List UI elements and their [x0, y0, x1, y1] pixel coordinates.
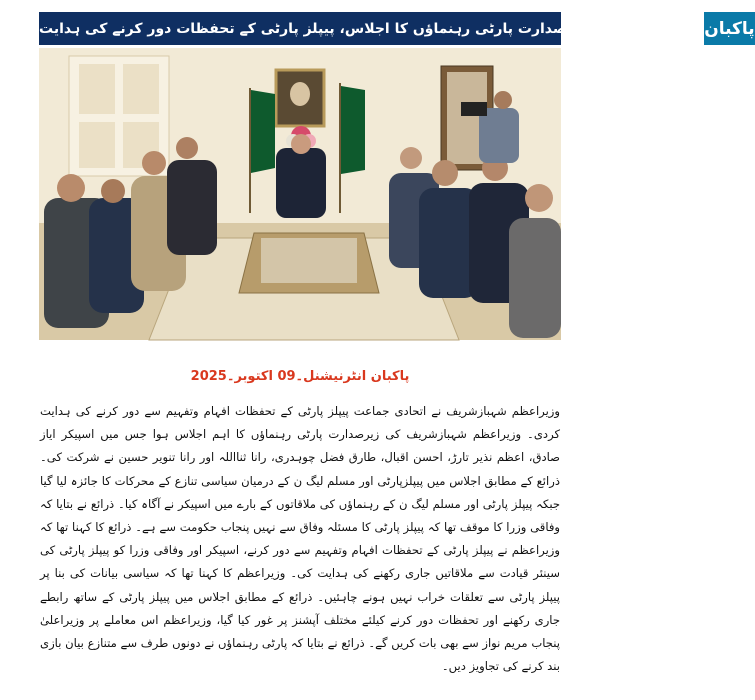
meeting-photo-illustration — [39, 48, 561, 340]
headline-title: وزیراعظم کی زیرصدارت پارٹی رہنماؤں کا اجلاس، پیپلز پارٹی کے تحفظات دور کرنے کی ہدایت — [39, 20, 691, 37]
article-body — [40, 400, 560, 678]
news-photo — [39, 48, 561, 340]
headline-bar — [39, 12, 755, 45]
article-paragraph: وزیراعظم شہبازشریف نے اتحادی جماعت پیپلز پارٹی کے تحفظات افہام وتفہیم سے دور کرنے کی ہدایت کردی۔ وزیراعظم شہبازشریف کی زیرصدارت پارٹی رہنماؤں کا اہم اجلاس ہوا جس میں اسپیکر ایاز صادق، اعظم نذیر تارڑ، احسن اقبال، طارق فضل چوہدری، رانا ثنااللہ اور رانا تنویر حسین نے شرکت کی۔ ذرائع کے مطابق اجلاس میں پیپلزپارٹی اور مسلم لیگ ن کے درمیان سیاسی تنازع کے محرکات کا جائزہ لیا گیا جبکہ پیپلز پارٹی اور مسلم لیگ ن کے رہنماؤں کی ملاقاتوں کے بارے میں اسپیکر نے آگاہ کیا۔ ذرائع نے بتایا کہ وفاقی وزرا کا موقف تھا کہ پیپلز پارٹی کا مسئلہ وفاق سے نہیں پنجاب حکومت سے ہے۔ ذرائع کا کہنا تھا کہ وزیراعظم نے پیپلز پارٹی کے تحفظات افہام وتفہیم سے دور کرنے، اسپیکر اور وفاقی وزرا کو پیپلز پارٹی کی سینئر قیادت سے ملاقاتیں جاری رکھنے کی ہدایت کی۔ وزیراعظم کا کہنا تھا کہ سیاسی بیانات کی بنا پر پیپلز پارٹی سے تعلقات خراب نہیں ہونے چاہئیں۔ ذرائع کے مطابق اجلاس میں پیپلز پارٹی کے ساتھ رابطے جاری رکھنے اور تحفظات دور کرنے کیلئے مختلف آپشنز پر غور کیا گیا، وزیراعظم اس معاملے پر وزیراعلیٰ پنجاب مریم نواز سے بھی بات کریں گے۔ ذرائع نے بتایا کہ پارٹی رہنماؤں نے دونوں طرف سے متنازع بیان بازی بند کرنے کی تجاویز دیں۔ — [40, 404, 560, 674]
brand-logo: پاکبان — [702, 12, 755, 45]
dateline: پاکبان انٹرنیشنل۔09 اکتوبر۔2025 — [190, 369, 410, 384]
